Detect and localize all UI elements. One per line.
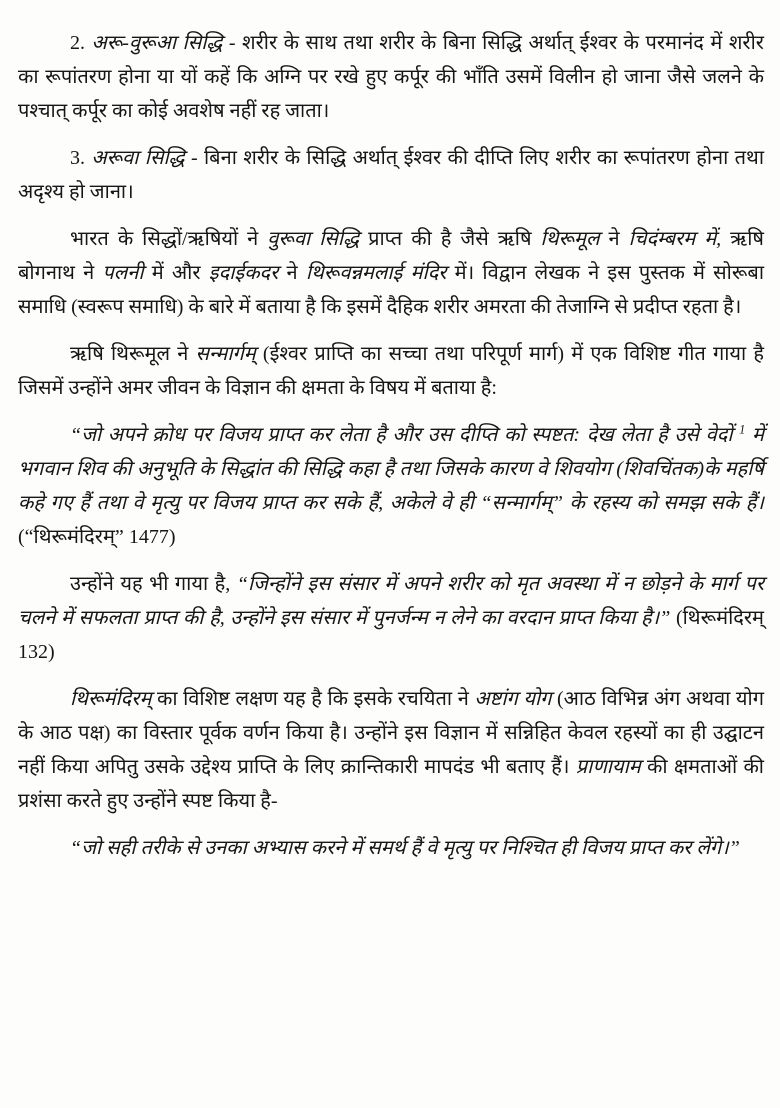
italic-text: में भगवान शिव की अनुभूति के सिद्धांत की सिद्धि कहा है तथा जिसके कारण वे शिवयोग (शिवचिंतक)के महर्षि कहे गए हैं तथा वे मृत्यु पर विजय प्राप्त कर सके हैं, अकेले वे ही “सन्मार्गम्” के रहस्य को समझ सके हैं। <box>18 424 764 514</box>
text-segment: में। विद्वान लेखक ने इस पुस्तक में सोरूबा समाधि (स्वरूप समाधि) के बारे में बताया है कि इसमें दैहिक शरीर अमरता की तेजाग्नि से प्रदीप्त रहता है। <box>18 262 764 318</box>
text-segment: (“थिरूमंदिरम्” 1477) <box>18 526 176 548</box>
text-segment: (ईश्वर प्राप्ति का सच्चा तथा परिपूर्ण मार्ग) में एक विशिष्ट गीत गाया है जिसमें उन्होंने अमर जीवन के विज्ञान की क्षमता के विषय में बताया है: <box>18 343 764 399</box>
thirumandiram-132-quote <box>18 567 764 669</box>
text-segment: भारत के सिद्धों/ऋषियों ने <box>70 228 268 250</box>
siddhi-item-2 <box>18 26 764 128</box>
siddhi-item-3 <box>18 141 764 209</box>
text-segment: ने <box>278 262 306 284</box>
italic-text: “जिन्होंने इस संसार में अपने शरीर को मृत अवस्था में न छोड़ने के मार्ग पर चलने में सफलता प्राप्त की है, उन्होंने इस संसार में पुनर्जन्म न लेने का वरदान प्राप्त किया है।” <box>18 573 764 629</box>
text-segment: प्राप्त की है जैसे ऋषि <box>359 228 541 250</box>
italic-text: प्राणायाम <box>575 756 641 778</box>
italic-text: “जो सही तरीके से उनका अभ्यास करने में समर्थ हैं वे मृत्यु पर निश्चित ही विजय प्राप्त कर लेंगे।” <box>70 837 740 859</box>
text-segment: - बिना शरीर के सिद्धि अर्थात् ईश्वर की दीप्ति लिए शरीर का रूपांतरण होना तथा अदृश्य हो जाना। <box>18 147 765 203</box>
text-segment: ने <box>599 228 629 250</box>
footnote-reference: 1 <box>739 422 746 437</box>
text-segment: ऋषि थिरूमूल ने <box>70 343 196 365</box>
italic-text: पलनी <box>102 262 144 284</box>
italic-text: अरूवा सिद्धि <box>91 147 185 169</box>
italic-text: अष्टांग योग <box>474 688 552 710</box>
siddha-rishis-paragraph <box>18 222 764 324</box>
text-segment: (थिरूमंदिरम् 132) <box>18 607 765 663</box>
italic-text: अरू-वुरूआ सिद्धि <box>91 32 223 54</box>
thirumandiram-1477-quote <box>18 418 764 554</box>
italic-text: “जो अपने क्रोध पर विजय प्राप्त कर लेता है और उस दीप्ति को स्पष्टत: देख लेता है उसे वेदों <box>70 424 740 446</box>
italic-text: इदाईकदर <box>208 262 279 284</box>
text-segment: की क्षमताओं की प्रशंसा करते हुए उन्होंने स्पष्ट किया है- <box>18 756 764 812</box>
document-body <box>18 26 764 865</box>
text-segment: का विशिष्ट लक्षण यह है कि इसके रचयिता ने <box>151 688 475 710</box>
text-segment: ऋषि बोगनाथ ने <box>18 228 764 284</box>
text-segment: उन्होंने यह भी गाया है, <box>70 573 237 595</box>
text-segment: में और <box>143 262 209 284</box>
text-segment: 3. <box>70 147 92 169</box>
italic-text: चिदंम्बरम में, <box>628 228 722 250</box>
text-segment: - शरीर के साथ तथा शरीर के बिना सिद्धि अर्थात् ईश्वर के परमानंद में शरीर का रूपांतरण होना या यों कहें कि अग्नि पर रखे हुए कर्पूर की भाँति उसमें विलीन हो जाना जैसे जलने के पश्चात् कर्पूर का कोई अवशेष नहीं रह जाता। <box>18 32 764 122</box>
italic-text: थिरूमंदिरम् <box>70 688 152 710</box>
italic-text: वुरूवा सिद्धि <box>267 228 360 250</box>
sanmargam-intro-paragraph <box>18 337 764 405</box>
italic-text: थिरूमूल <box>540 228 600 250</box>
text-segment: (आठ विभिन्न अंग अथवा योग के आठ पक्ष) का विस्तार पूर्वक वर्णन किया है। उन्होंने इस विज्ञान में सन्निहित केवल रहस्यों का ही उद्घाटन नहीं किया अपितु उसके उद्देश्य प्राप्ति के लिए क्रान्तिकारी मापदंड भी बताए हैं। <box>18 688 764 778</box>
italic-text: सन्मार्गम् <box>195 343 256 365</box>
text-segment: 2. <box>70 32 92 54</box>
ashtanga-yoga-paragraph <box>18 682 764 818</box>
final-quote <box>18 831 764 865</box>
italic-text: थिरूवन्नमलाई मंदिर <box>305 262 447 284</box>
